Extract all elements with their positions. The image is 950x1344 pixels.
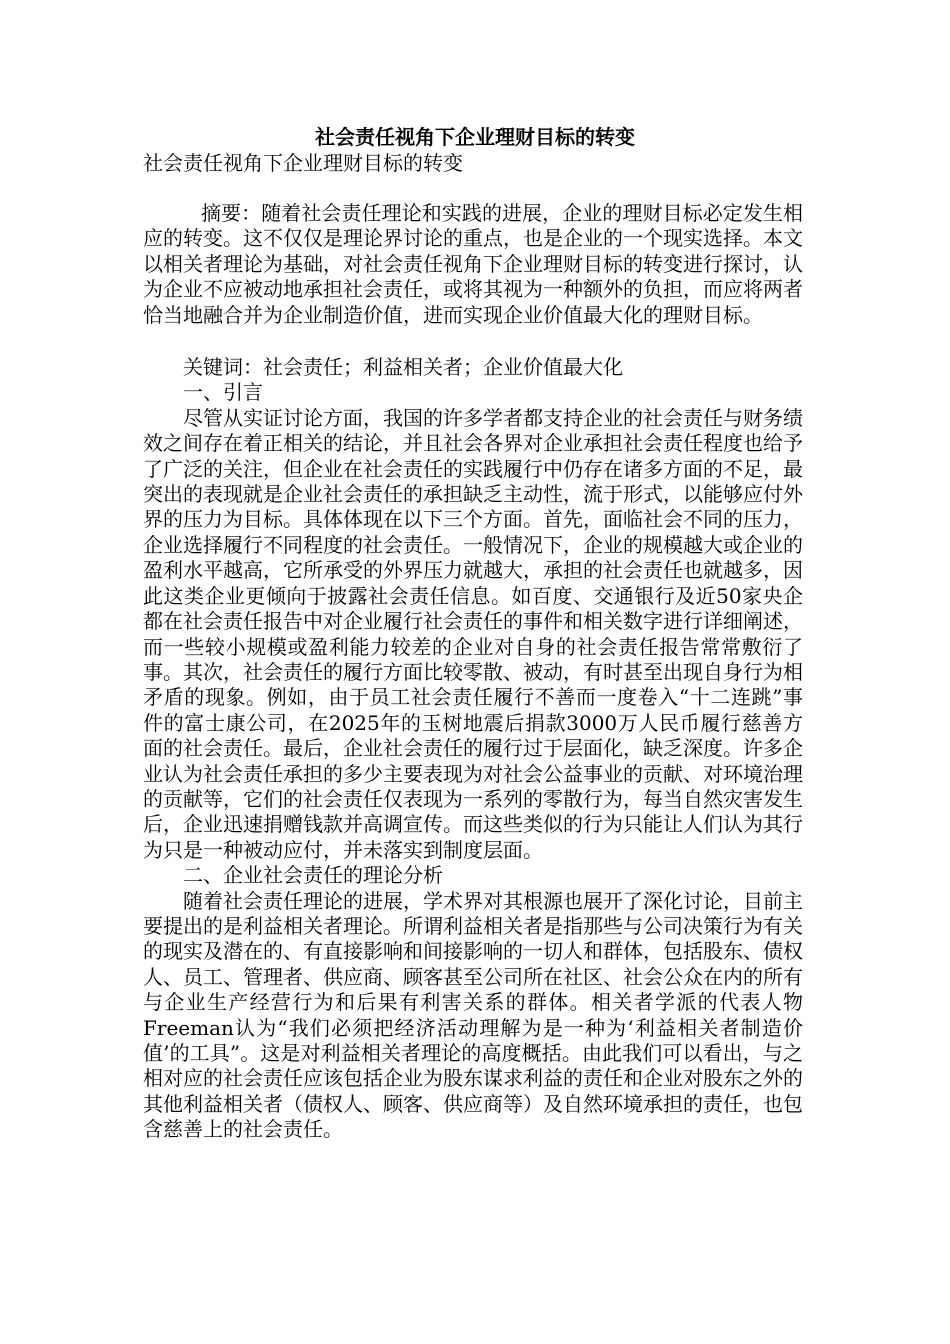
keywords-line: 关键词：社会责任；利益相关者；企业价值最大化 <box>183 355 623 380</box>
document-title: 社会责任视角下企业理财目标的转变 <box>315 125 635 149</box>
section-heading-introduction: 一、引言 <box>183 380 263 405</box>
introduction-paragraph: 尽管从实证讨论方面，我国的许多学者都支持企业的社会责任与财务绩效之间存在着正相关的结论，并且社会各界对企业承担社会责任程度也给予了广泛的关注，但企业在社会责任的实践履行中仍存在诸多方面的不足，最突出的表现就是企业社会责任的承担缺乏主动性，流于形式，以能够应付外界的压力为目标。具体体现在以下三个方面。首先，面临社会不同的压力，企业选择履行不同程度的社会责任。一般情况下，企业的规模越大或企业的盈利水平越高，它所承受的外界压力就越大，承担的社会责任也就越多，因此这类企业更倾向于披露社会责任信息。如百度、交通银行及近50家央企都在社会责任报告中对企业履行社会责任的事件和相关数字进行详细阐述，而一些较小规模或盈利能力较差的企业对自身的社会责任报告常常敷衍了事。其次，社会责任的履行方面比较零散、被动，有时甚至出现自身行为相矛盾的现象。例如，由于员工社会责任履行不善而一度卷入“十二连跳”事件的富士康公司，在2025年的玉树地震后捐款3000万人民币履行慈善方面的社会责任。最后，企业社会责任的履行过于层面化，缺乏深度。许多企业认为社会责任承担的多少主要表现为对社会公益事业的贡献、对环境治理的贡献等，它们的社会责任仅表现为一系列的零散行为，每当自然灾害发生后，企业迅速捐赠钱款并高调宣传。而这些类似的行为只能让人们认为其行为只是一种被动应付，并未落实到制度层面。 <box>143 405 803 862</box>
document-subtitle: 社会责任视角下企业理财目标的转变 <box>143 151 463 175</box>
abstract-paragraph: 摘要：随着社会责任理论和实践的进展，企业的理财目标必定发生相应的转变。这不仅仅是理论界讨论的重点，也是企业的一个现实选择。本文以相关者理论为基础，对社会责任视角下企业理财目标的转变进行探讨，认为企业不应被动地承担社会责任，或将其视为一种额外的负担，而应将两者恰当地融合并为企业制造价值，进而实现企业价值最大化的理财目标。 <box>143 201 803 327</box>
theory-paragraph: 随着社会责任理论的进展，学术界对其根源也展开了深化讨论，目前主要提出的是利益相关者理论。所谓利益相关者是指那些与公司决策行为有关的现实及潜在的、有直接影响和间接影响的一切人和群体，包括股东、债权人、员工、管理者、供应商、顾客甚至公司所在社区、社会公众在内的所有与企业生产经营行为和后果有利害关系的群体。相关者学派的代表人物Freeman认为“我们必须把经济活动理解为是一种为‘利益相关者制造价值’的工具”。这是对利益相关者理论的高度概括。由此我们可以看出，与之相对应的社会责任应该包括企业为股东谋求利益的责任和企业对股东之外的其他利益相关者（债权人、顾客、供应商等）及自然环境承担的责任，也包含慈善上的社会责任。 <box>143 888 803 1142</box>
document-body <box>143 201 803 1143</box>
section-heading-theory: 二、企业社会责任的理论分析 <box>183 863 443 888</box>
paragraph-gap <box>143 328 803 355</box>
